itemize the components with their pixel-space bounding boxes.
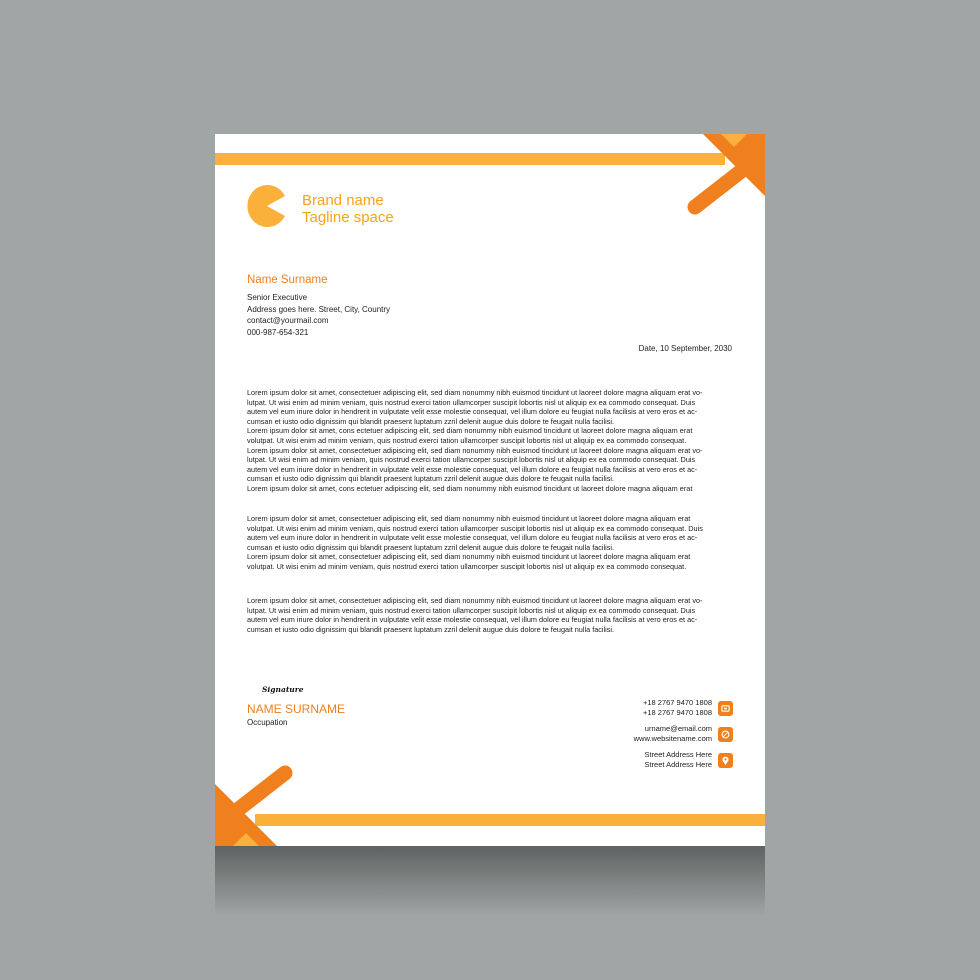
location-pin-icon <box>718 753 733 768</box>
text-line: autem vel eum iriure dolor in hendrerit in vulputate velit esse molestie consequat, vel illum dolore eu feugiat nulla facilisis at vero eros et ac- <box>247 407 698 417</box>
text-line: lutpat. Ut wisi enim ad minim veniam, quis nostrud exerci tation ullamcorper suscipit lobortis nisl ut aliquip ex ea commodo consequat. Duis <box>247 397 696 407</box>
sender-phone: 000-987-654-321 <box>247 327 309 337</box>
contact-phones <box>643 698 712 718</box>
top-accent-bar <box>215 153 725 165</box>
body-paragraph-1 <box>247 388 733 494</box>
text-line: Lorem ipsum dolor sit amet, cons ectetuer adipiscing elit, sed diam nonummy nibh euismod tincidunt ut laoreet dolore magna aliquam erat <box>247 426 693 436</box>
letterhead-page <box>215 134 765 846</box>
email-address: urname@email.com <box>644 724 712 733</box>
body-paragraph-3 <box>247 596 733 634</box>
signature-name: NAME SURNAME <box>247 702 346 716</box>
text-line: autem vel eum iriure dolor in hendrerit in vulputate velit esse molestie consequat, vel illum dolore eu feugiat nulla facilisis at vero eros et ac- <box>247 533 698 543</box>
text-line: volutpat. Ut wisi enim ad minim veniam, quis nostrud exerci tation ullamcorper suscipit lobortis nisl ut aliquip ex ea commodo consequat. Duis <box>247 523 703 533</box>
phone-icon <box>718 701 733 716</box>
phone-number: +18 2767 9470 1808 <box>642 707 712 717</box>
text-line: volutpat. Ut wisi enim ad minim veniam, quis nostrud exerci tation ullamcorper suscipit lobortis nisl ut aliquip ex ea commodo consequat. <box>247 435 687 445</box>
text-line: Lorem ipsum dolor sit amet, cons ectetuer adipiscing elit, sed diam nonummy nibh euismod tincidunt ut laoreet dolore magna aliquam erat <box>247 483 693 493</box>
sender-email: contact@yourmail.com <box>247 316 329 325</box>
text-line: Lorem ipsum dolor sit amet, consectetuer adipiscing elit, sed diam nonummy nibh euismod tincidunt ut laoreet dolore magna aliquam erat <box>247 552 691 562</box>
text-line: Lorem ipsum dolor sit amet, consectetuer adipiscing elit, sed diam nonummy nibh euismod tincidunt ut laoreet dolore magna aliquam erat vo- <box>247 445 703 455</box>
top-right-corner-decoration <box>685 134 765 219</box>
sender-details <box>247 292 390 338</box>
text-line: Lorem ipsum dolor sit amet, consectetuer adipiscing elit, sed diam nonummy nibh euismod tincidunt ut laoreet dolore magna aliquam erat vo- <box>247 388 703 397</box>
text-line: lutpat. Ut wisi enim ad minim veniam, quis nostrud exerci tation ullamcorper suscipit lobortis nisl ut aliquip ex ea commodo consequat. Duis <box>247 605 696 615</box>
sender-address: Address goes here. Street, City, Country <box>247 304 391 314</box>
phone-number: +18 2767 9470 1808 <box>642 698 712 707</box>
signature-occupation: Occupation <box>247 718 288 727</box>
bottom-accent-bar <box>255 814 765 826</box>
brand-logo-icon <box>247 185 287 227</box>
sender-title: Senior Executive <box>247 293 308 302</box>
text-line: cumsan et iusto odio dignissim qui blandit praesent luptatum zzril delenit augue duis dolore te feugait nulla facilisi. <box>247 416 615 426</box>
globe-icon <box>718 727 733 742</box>
sender-name: Name Surname <box>247 274 328 286</box>
signature-script: Signature <box>262 685 304 694</box>
brand-name: Brand name <box>302 192 384 209</box>
body-paragraph-2 <box>247 514 733 572</box>
brand-block <box>302 192 394 226</box>
page-shadow <box>215 846 765 916</box>
text-line: lutpat. Ut wisi enim ad minim veniam, quis nostrud exerci tation ullamcorper suscipit lobortis nisl ut aliquip ex ea commodo consequat. Duis <box>247 455 696 465</box>
text-line: Lorem ipsum dolor sit amet, consectetuer adipiscing elit, sed diam nonummy nibh euismod tincidunt ut laoreet dolore magna aliquam erat <box>247 514 691 523</box>
website-url: www.websitename.com <box>633 733 712 743</box>
contact-address <box>644 750 712 770</box>
bottom-left-corner-decoration <box>215 764 295 846</box>
contact-web <box>634 724 712 744</box>
letter-date: Date, 10 September, 2030 <box>638 344 732 353</box>
text-line: cumsan et iusto odio dignissim qui blandit praesent luptatum zzril delenit augue duis dolore te feugait nulla facilisi. <box>247 474 615 484</box>
street-address: Street Address Here <box>644 759 712 769</box>
text-line: cumsan et iusto odio dignissim qui blandit praesent luptatum zzril delenit augue duis dolore te feugait nulla facilisi. <box>247 542 615 552</box>
text-line: autem vel eum iriure dolor in hendrerit in vulputate velit esse molestie consequat, vel illum dolore eu feugiat nulla facilisis at vero eros et ac- <box>247 464 698 474</box>
brand-tagline: Tagline space <box>302 209 394 226</box>
text-line: autem vel eum iriure dolor in hendrerit in vulputate velit esse molestie consequat, vel illum dolore eu feugiat nulla facilisis at vero eros et ac- <box>247 615 698 625</box>
text-line: cumsan et iusto odio dignissim qui blandit praesent luptatum zzril delenit augue duis dolore te feugait nulla facilisi. <box>247 624 615 634</box>
street-address: Street Address Here <box>644 750 712 759</box>
text-line: volutpat. Ut wisi enim ad minim veniam, quis nostrud exerci tation ullamcorper suscipit lobortis nisl ut aliquip ex ea commodo consequat. <box>247 561 687 571</box>
text-line: Lorem ipsum dolor sit amet, consectetuer adipiscing elit, sed diam nonummy nibh euismod tincidunt ut laoreet dolore magna aliquam erat vo- <box>247 596 703 605</box>
